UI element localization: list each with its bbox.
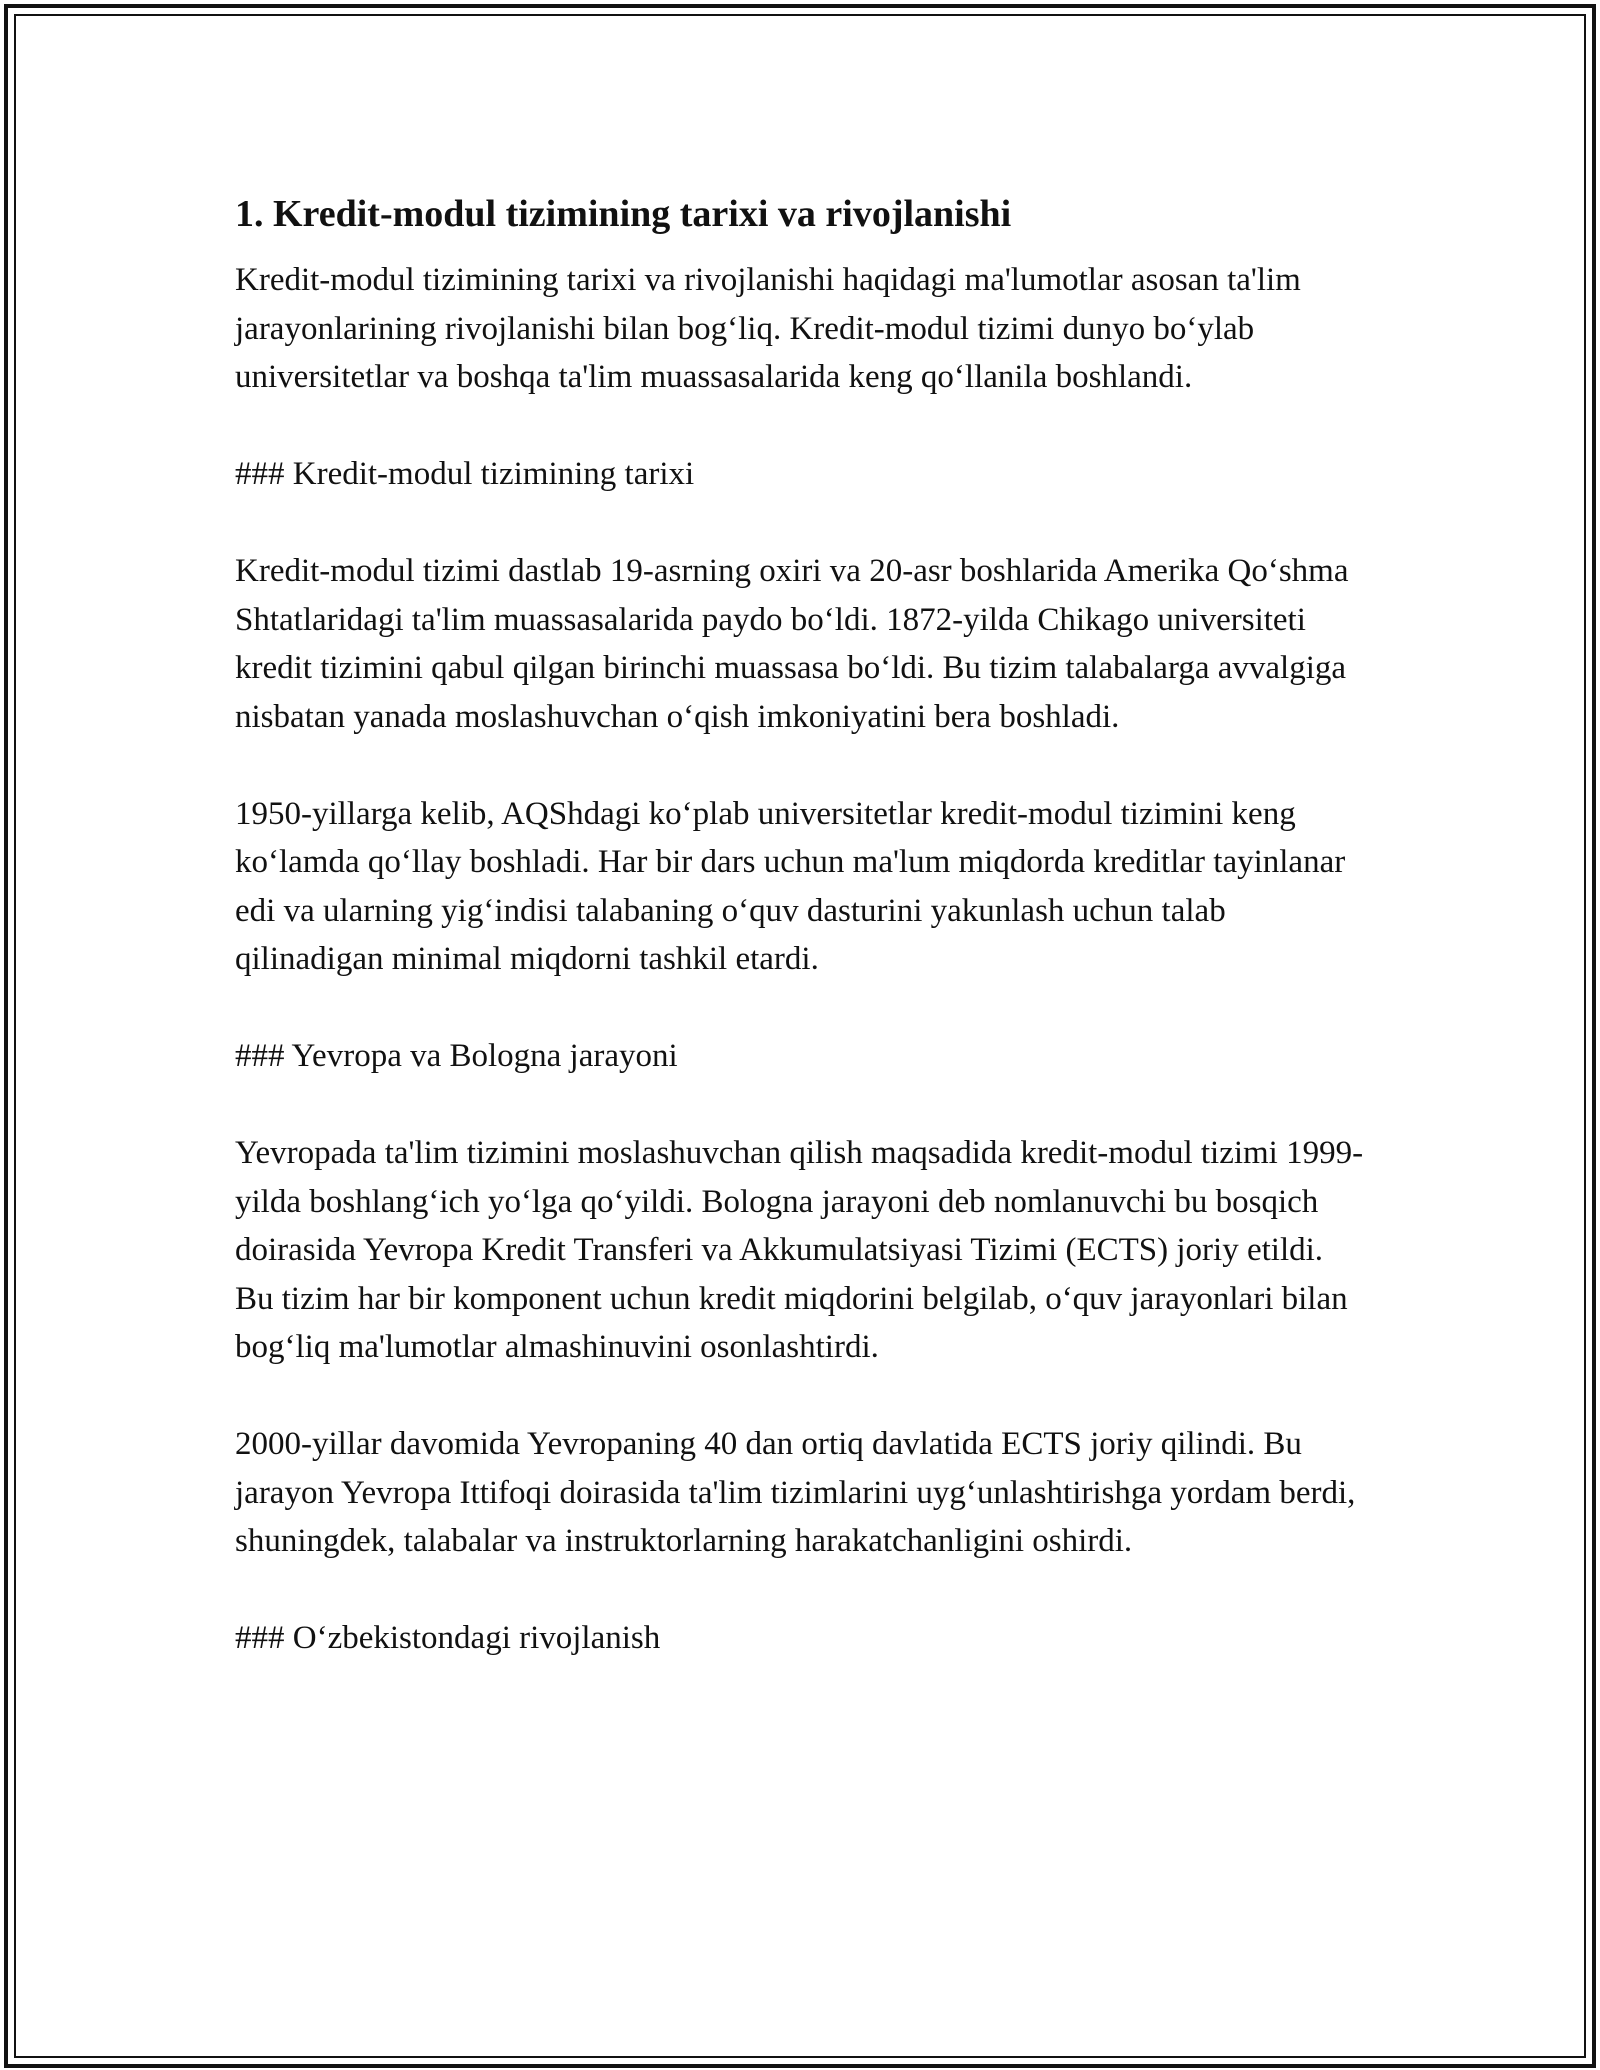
document-body bbox=[235, 190, 1365, 1663]
subheading-europe: ### Yevropa va Bologna jarayoni bbox=[235, 1038, 678, 1074]
history-paragraph-1: Kredit-modul tizimi dastlab 19-asrning oxiri va 20-asr boshlarida Amerika Qo‘shma Shtatlaridagi ta'lim muassasalarida paydo bo‘ldi. 1872-yilda Chikago universiteti kredit tizimini qabul qilgan birinchi muassasa bo‘ldi. Bu tizim talabalarga avvalgiga nisbatan yanada moslashuvchan o‘qish imkoniyatini bera boshladi. bbox=[235, 553, 1349, 735]
history-paragraph-2: 1950-yillarga kelib, AQShdagi ko‘plab universitetlar kredit-modul tizimini keng ko‘lamda qo‘llay boshladi. Har bir dars uchun ma'lum miqdorda kreditlar tayinlanar edi va ularning yig‘indisi talabaning o‘quv dasturini yakunlash uchun talab qilinadigan minimal miqdorni tashkil etardi. bbox=[235, 795, 1346, 977]
paragraph-spacer bbox=[235, 1566, 1365, 1615]
europe-paragraph-1: Yevropada ta'lim tizimini moslashuvchan qilish maqsadida kredit-modul tizimi 1999-yilda boshlang‘ich yo‘lga qo‘yildi. Bologna jarayoni deb nomlanuvchi bu bosqich doirasida Yevropa Kredit Transferi va Akkumulatsiyasi Tizimi (ECTS) joriy etildi. Bu tizim har bir komponent uchun kredit miqdorini belgilab, o‘quv jarayonlari bilan bog‘liq ma'lumotlar almashinuvini osonlashtirdi. bbox=[235, 1135, 1364, 1365]
paragraph-spacer bbox=[235, 499, 1365, 548]
paragraph-spacer bbox=[235, 984, 1365, 1033]
paragraph-spacer bbox=[235, 1081, 1365, 1130]
europe-paragraph-2: 2000-yillar davomida Yevropaning 40 dan ortiq davlatida ECTS joriy qilindi. Bu jarayon Yevropa Ittifoqi doirasida ta'lim tizimlarini uyg‘unlashtirishga yordam berdi, shuningdek, talabalar va instruktorlarning harakatchanligini oshirdi. bbox=[235, 1426, 1356, 1559]
subheading-history: ### Kredit-modul tizimining tarixi bbox=[235, 456, 695, 492]
paragraph-spacer bbox=[235, 741, 1365, 790]
paragraph-spacer bbox=[235, 1372, 1365, 1421]
section-title: 1. Kredit-modul tizimining tarixi va rivojlanishi bbox=[235, 193, 1012, 235]
subheading-uzbekistan: ### O‘zbekistondagi rivojlanish bbox=[235, 1620, 661, 1656]
intro-paragraph: Kredit-modul tizimining tarixi va rivojlanishi haqidagi ma'lumotlar asosan ta'lim jarayonlarining rivojlanishi bilan bog‘liq. Kredit-modul tizimi dunyo bo‘ylab universitetlar va boshqa ta'lim muassasalarida keng qo‘llanila boshlandi. bbox=[235, 262, 1301, 395]
paragraph-spacer bbox=[235, 402, 1365, 451]
